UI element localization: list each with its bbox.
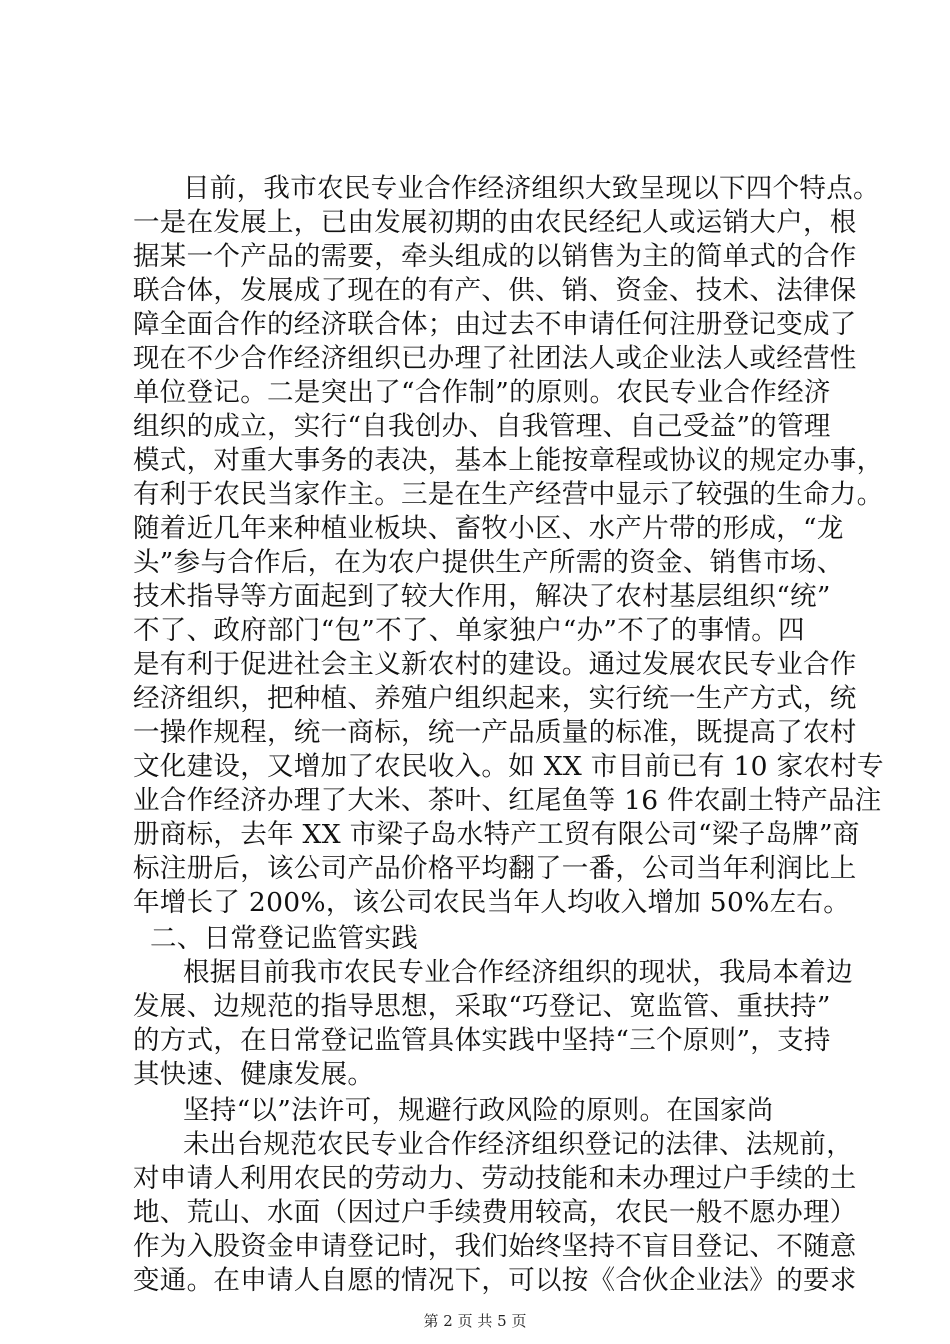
- text-line: 是有利于促进社会主义新农村的建设。通过发展农民专业合作: [133, 649, 857, 680]
- text-line: 对申请人利用农民的劳动力、劳动技能和未办理过户手续的土: [133, 1163, 857, 1194]
- text-line: 联合体，发展成了现在的有产、供、销、资金、技术、法律保: [133, 275, 857, 306]
- text-line: 文化建设，又增加了农民收入。如 XX 市目前已有 10 家农村专: [133, 751, 884, 782]
- text-line: 据某一个产品的需要，牵头组成的以销售为主的简单式的合作: [133, 241, 857, 272]
- text-line: 的方式，在日常登记监管具体实践中坚持“三个原则”，支持: [133, 1025, 831, 1056]
- text-line: 坚持“以”法许可，规避行政风险的原则。在国家尚: [183, 1095, 774, 1126]
- text-line: 根据目前我市农民专业合作经济组织的现状，我局本着边: [183, 957, 853, 988]
- text-line: 不了、政府部门“包”不了、单家独户“办”不了的事情。四: [133, 615, 805, 646]
- text-line: 册商标，去年 XX 市梁子岛水特产工贸有限公司“梁子岛牌”商: [133, 819, 860, 850]
- text-line: 未出台规范农民专业合作经济组织登记的法律、法规前，: [183, 1129, 853, 1160]
- text-line: 单位登记。二是突出了“合作制”的原则。农民专业合作经济: [133, 377, 831, 408]
- text-line: 作为入股资金申请登记时，我们始终坚持不盲目登记、不随意: [133, 1231, 857, 1262]
- text-line: 一是在发展上，已由发展初期的由农民经纪人或运销大户，根: [133, 207, 857, 238]
- text-line: 标注册后，该公司产品价格平均翻了一番，公司当年利润比上: [133, 853, 857, 884]
- section-heading: 二、日常登记监管实践: [150, 923, 418, 954]
- text-line: 地、荒山、水面（因过户手续费用较高，农民一般不愿办理）: [133, 1197, 857, 1228]
- text-line: 其快速、健康发展。: [133, 1059, 375, 1090]
- text-line: 头”参与合作后，在为农户提供生产所需的资金、销售市场、: [133, 547, 844, 578]
- page-footer: 第 2 页 共 5 页: [423, 1312, 527, 1330]
- text-line: 随着近几年来种植业板块、畜牧小区、水产片带的形成，“龙: [133, 513, 844, 544]
- text-line: 变通。在申请人自愿的情况下，可以按《合伙企业法》的要求: [133, 1265, 857, 1296]
- text-line: 发展、边规范的指导思想，采取“巧登记、宽监管、重扶持”: [133, 991, 831, 1022]
- text-line: 现在不少合作经济组织已办理了社团法人或企业法人或经营性: [133, 343, 857, 374]
- text-line: 业合作经济办理了大米、茶叶、红尾鱼等 16 件农副土特产品注: [133, 785, 882, 816]
- text-line: 年增长了 200%，该公司农民当年人均收入增加 50%左右。: [133, 887, 851, 918]
- text-line: 技术指导等方面起到了较大作用，解决了农村基层组织“统”: [133, 581, 831, 612]
- text-line: 有利于农民当家作主。三是在生产经营中显示了较强的生命力。: [133, 479, 884, 510]
- text-line: 经济组织，把种植、养殖户组织起来，实行统一生产方式，统: [133, 683, 857, 714]
- text-line: 组织的成立，实行“自我创办、自我管理、自己受益”的管理: [133, 411, 831, 442]
- text-line: 一操作规程，统一商标，统一产品质量的标准，既提高了农村: [133, 717, 857, 748]
- text-line: 模式，对重大事务的表决，基本上能按章程或协议的规定办事，: [133, 445, 884, 476]
- text-line: 目前，我市农民专业合作经济组织大致呈现以下四个特点。: [183, 173, 880, 204]
- text-line: 障全面合作的经济联合体；由过去不申请任何注册登记变成了: [133, 309, 857, 340]
